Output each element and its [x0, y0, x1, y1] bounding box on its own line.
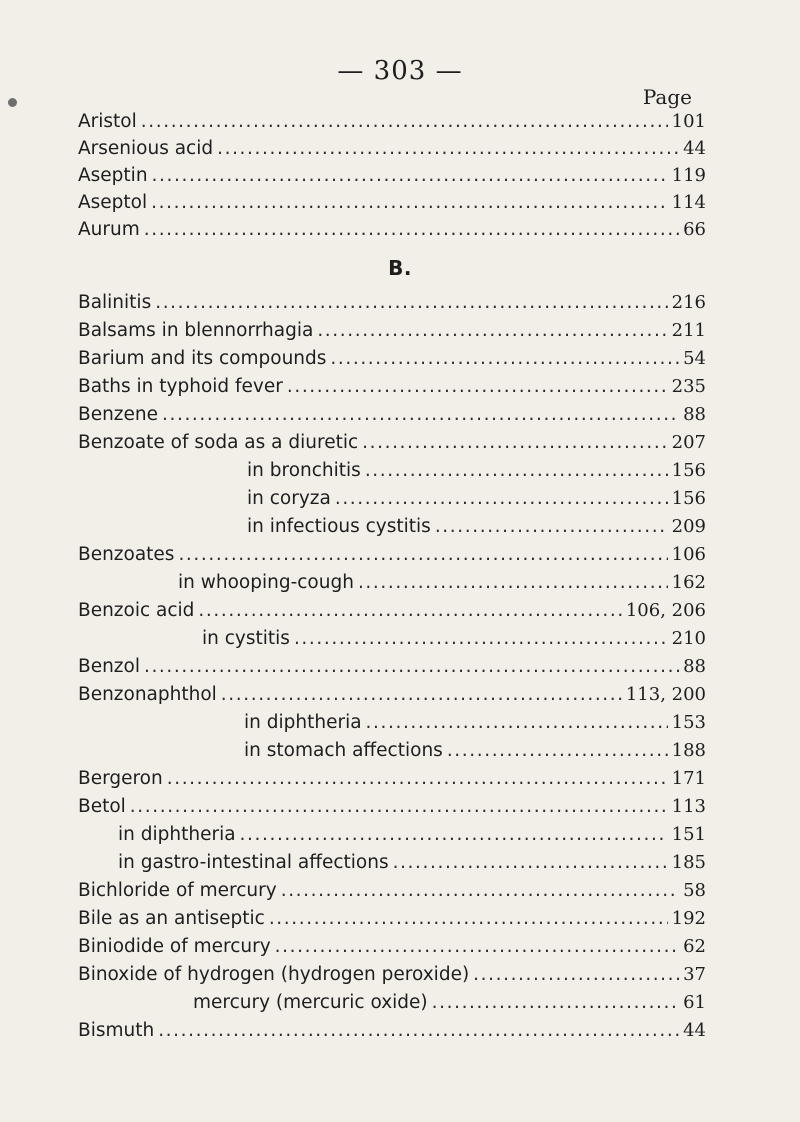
dot-leader	[335, 488, 668, 509]
index-subentry	[244, 740, 706, 766]
entry-page: 106, 206	[625, 600, 706, 621]
entry-page: 235	[671, 376, 706, 397]
entry-label: Benzene	[78, 404, 158, 425]
entry-label: Bichloride of mercury	[78, 880, 277, 901]
index-subentry	[247, 516, 706, 542]
entry-label: in bronchitis	[247, 460, 361, 481]
entry-page: 188	[671, 740, 706, 761]
entry-label: mercury (mercuric oxide)	[193, 992, 428, 1013]
entry-page: 192	[671, 908, 706, 929]
entry-page: 156	[671, 460, 706, 481]
entry-page: 156	[671, 488, 706, 509]
entry-label: in cystitis	[202, 628, 290, 649]
dot-leader	[152, 165, 668, 186]
entry-page: 119	[671, 165, 706, 186]
index-entry	[78, 138, 706, 164]
entry-label: Arsenious acid	[78, 138, 214, 159]
entry-label: Biniodide of mercury	[78, 936, 271, 957]
entry-label: in diphtheria	[244, 712, 362, 733]
dot-leader	[130, 796, 668, 817]
index-entry	[78, 544, 706, 570]
dot-leader	[144, 219, 679, 240]
index-entry	[78, 1020, 706, 1046]
dot-leader	[366, 712, 668, 733]
dot-leader	[362, 432, 668, 453]
dot-leader	[221, 684, 622, 705]
index-subentry	[247, 488, 706, 514]
index-subentry	[193, 992, 706, 1018]
entry-page: 113, 200	[625, 684, 706, 705]
dot-leader	[269, 908, 668, 929]
index-subentry	[202, 628, 706, 654]
index-entry	[78, 348, 706, 374]
entry-page: 101	[671, 111, 706, 132]
entry-label: Balinitis	[78, 292, 152, 313]
entry-page: 44	[683, 1020, 706, 1041]
entry-label: Binoxide of hydrogen (hydrogen peroxide)	[78, 964, 470, 985]
entry-label: Aurum	[78, 219, 140, 240]
index-entry	[78, 192, 706, 218]
entry-page: 210	[671, 628, 706, 649]
page-number: — 303 —	[337, 56, 463, 86]
entry-page: 66	[683, 219, 706, 240]
index-entry	[78, 936, 706, 962]
dot-leader	[155, 292, 667, 313]
dot-leader	[240, 824, 668, 845]
index-entry	[78, 219, 706, 245]
entry-page: 62	[683, 936, 706, 957]
dot-leader	[198, 600, 621, 621]
section-heading-b: B.	[388, 256, 412, 280]
index-entry	[78, 880, 706, 906]
entry-label: Baths in typhoid fever	[78, 376, 283, 397]
entry-page: 162	[671, 572, 706, 593]
dot-leader	[330, 348, 679, 369]
dot-leader	[365, 460, 668, 481]
entry-page: 88	[683, 656, 706, 677]
index-entry	[78, 292, 706, 318]
entry-label: Benzol	[78, 656, 140, 677]
dot-leader	[473, 964, 679, 985]
entry-label: Benzoic acid	[78, 600, 195, 621]
dot-leader	[281, 880, 679, 901]
entry-page: 61	[683, 992, 706, 1013]
dot-leader	[287, 376, 668, 397]
entry-label: Aseptol	[78, 192, 148, 213]
index-entry	[78, 908, 706, 934]
entry-page: 216	[671, 292, 706, 313]
dot-leader	[447, 740, 668, 761]
entry-page: 88	[683, 404, 706, 425]
page-column-header: Page	[642, 85, 692, 109]
entry-label: Benzoates	[78, 544, 175, 565]
entry-label: Barium and its compounds	[78, 348, 327, 369]
entry-label: Benzonaphthol	[78, 684, 217, 705]
entry-page: 151	[671, 824, 706, 845]
index-entry	[78, 768, 706, 794]
entry-page: 185	[671, 852, 706, 873]
entry-page: 106	[671, 544, 706, 565]
dot-leader	[393, 852, 668, 873]
entry-page: 211	[671, 320, 706, 341]
index-subentry	[118, 852, 706, 878]
index-subentry	[178, 572, 706, 598]
dot-leader	[358, 572, 668, 593]
entry-page: 153	[671, 712, 706, 733]
dot-leader	[167, 768, 668, 789]
entry-page: 54	[683, 348, 706, 369]
entry-label: in coryza	[247, 488, 331, 509]
dot-leader	[141, 111, 668, 132]
entry-label: in diphtheria	[118, 824, 236, 845]
index-entry	[78, 376, 706, 402]
index-entry	[78, 964, 706, 990]
entry-page: 209	[671, 516, 706, 537]
entry-label: Benzoate of soda as a diuretic	[78, 432, 359, 453]
entry-page: 37	[683, 964, 706, 985]
dot-leader	[158, 1020, 679, 1041]
dot-leader	[178, 544, 667, 565]
dot-leader	[317, 320, 667, 341]
dot-leader	[217, 138, 679, 159]
entry-label: Aristol	[78, 111, 137, 132]
entry-label: Aseptin	[78, 165, 148, 186]
index-entry	[78, 404, 706, 430]
dot-leader	[432, 992, 679, 1013]
index-subentry	[244, 712, 706, 738]
index-entry	[78, 600, 706, 626]
entry-page: 58	[683, 880, 706, 901]
index-entry	[78, 320, 706, 346]
index-entry	[78, 432, 706, 458]
index-entry	[78, 656, 706, 682]
dot-leader	[435, 516, 668, 537]
index-entry	[78, 796, 706, 822]
bullet-mark-icon	[8, 98, 17, 107]
entry-label: Betol	[78, 796, 126, 817]
dot-leader	[151, 192, 668, 213]
dot-leader	[275, 936, 679, 957]
dot-leader	[144, 656, 679, 677]
index-entry	[78, 111, 706, 137]
entry-label: Balsams in blennorrhagia	[78, 320, 314, 341]
index-entry	[78, 684, 706, 710]
index-entry	[78, 165, 706, 191]
entry-label: in whooping-cough	[178, 572, 354, 593]
dot-leader	[162, 404, 679, 425]
index-subentry	[118, 824, 706, 850]
entry-page: 114	[671, 192, 706, 213]
entry-page: 113	[671, 796, 706, 817]
entry-label: Bergeron	[78, 768, 163, 789]
entry-page: 44	[683, 138, 706, 159]
entry-page: 171	[671, 768, 706, 789]
entry-page: 207	[671, 432, 706, 453]
entry-label: Bile as an antiseptic	[78, 908, 265, 929]
entry-label: in gastro-intestinal affections	[118, 852, 389, 873]
entry-label: in infectious cystitis	[247, 516, 431, 537]
entry-label: Bismuth	[78, 1020, 155, 1041]
entry-label: in stomach affections	[244, 740, 443, 761]
index-subentry	[247, 460, 706, 486]
dot-leader	[294, 628, 668, 649]
